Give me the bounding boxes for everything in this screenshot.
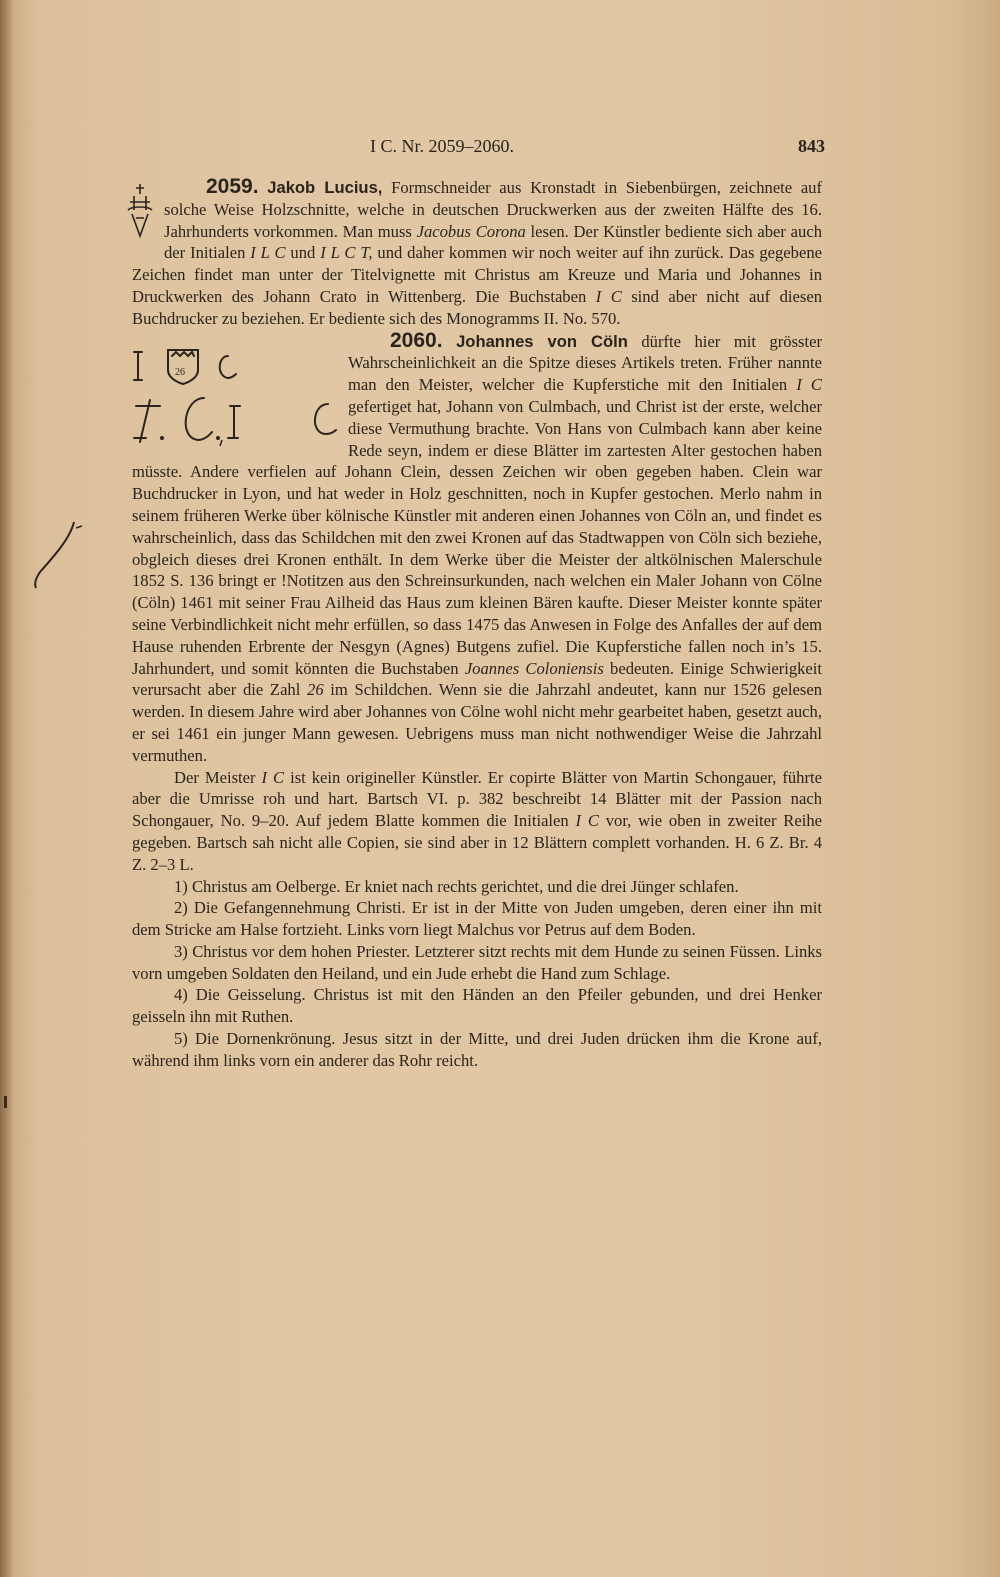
running-head: I C. Nr. 2059–2060. xyxy=(370,136,514,156)
page-edge-shadow xyxy=(0,0,14,1577)
shield-number: 26 xyxy=(175,366,185,378)
list-item: 1) Christus am Oelberge. Er kniet nach rechts gerichtet, und die drei Jünger schlafen. xyxy=(174,876,739,896)
page-header xyxy=(360,136,825,156)
list-item: 5) Die Dornenkrönung. Jesus sitzt in der Mitte, und drei Juden drücken ihm die Krone auf, während ihm links vorn ein anderer das Rohr reicht. xyxy=(132,1029,822,1070)
paragraph-text: ist kein origineller Künstler. Er copirte Blätter von Martin Schongauer, führte aber die Umrisse roh und hart. Bartsch VI. p. 382 beschreibt 14 Blätter mit der Passion nach Schongauer, No. 9–20. Auf jedem Blatte kommen die Initialen xyxy=(132,767,822,831)
entry-italic: Joannes Coloniensis xyxy=(464,658,604,678)
entry-text: und daher kommen wir noch weiter auf ihn zurück. Das gegebene Zeichen findet man unter der Titelvignette mit Christus am Kreuze und Maria und Johannes in Druckwerken des Johann Crato in Wittenberg. Die Buchstaben xyxy=(132,243,822,306)
entry-italic: I L C xyxy=(250,243,286,263)
entry-text: dürfte hier mit grösster Wahrscheinlichkeit an die Spitze dieses Artikels treten. Früher nannte man den Meister, welcher die Kupferstiche mit den Initialen xyxy=(348,331,822,395)
entry-text: sind aber nicht auf diesen Buchdrucker zu beziehen. Er bediente sich des Monogramms II. No. 570. xyxy=(132,286,822,328)
entry-text: lesen. Der Künstler bediente sich aber auch der Initialen xyxy=(164,221,822,263)
entry-italic: I C xyxy=(796,375,822,395)
entry-number: 2060. xyxy=(390,328,443,352)
entry-2059 xyxy=(132,176,822,330)
entry-text: im Schildchen. Wenn sie die Jahrzahl andeutet, kann nur 1526 gelesen werden. In diesem Jahre wird aber Johannes von Cölne wohl nicht mehr gearbeitet haben, gesetzt auch, er sei 1461 ein junger Mann gewesen. Uebrigens muss man nicht nothwendiger Weise die Jahrzahl vermuthen. xyxy=(132,680,823,765)
body-text xyxy=(132,176,822,1072)
paragraph-italic: I C xyxy=(261,767,285,787)
paragraph-text: Der Meister xyxy=(174,767,262,787)
entry-artist-name: Jakob Lucius, xyxy=(267,178,383,197)
entry-italic: Jacobus Corona xyxy=(416,221,526,241)
entry-number: 2059. xyxy=(206,175,259,198)
entry-italic: 26 xyxy=(307,680,324,700)
entry-text: Formschneider aus Kronstadt in Siebenbürgen, zeichnete auf solche Weise Holzschnitte, welche in deutschen Druckwerken aus der zweiten Hälfte des 16. Jahrhunderts vorkommen. Man muss xyxy=(164,178,823,241)
paragraph-text: vor, wie oben in zweiter Reihe gegeben. Bartsch sah nicht alle Copien, sie sind aber in 12 Blättern complett vorhanden. H. 6 Z. Br. 4 Z. 2–3 L. xyxy=(132,811,822,874)
list-item: 3) Christus vor dem hohen Priester. Letzterer sitzt rechts mit dem Hunde zu seinen Füssen. Links vorn umgeben Soldaten den Heiland, und ein Jude erhebt die Hand zum Schlage. xyxy=(132,941,822,983)
monogram-jc-icon xyxy=(122,180,158,244)
monogram-ic-icon xyxy=(132,334,342,448)
list-item: 4) Die Geisselung. Christus ist mit den Händen an den Pfeiler gebunden, und drei Henker geisseln ihn mit Ruthen. xyxy=(132,985,822,1027)
paragraph-master-ic xyxy=(132,767,822,876)
entry-italic: I L C T, xyxy=(320,243,373,263)
entry-text: gefertiget hat, Johann von Culmbach, und Christ ist der erste, welcher diese Vermuthung brachte. Von Hans von Culmbach kann aber keine Rede seyn, indem er diese Blätter im zartesten Alter gestochen haben müsste. Andere verfielen auf Johann Clein, dessen Zeichen wir oben gegeben haben. Clein war Buchdrucker in Lyon, und hat weder in Holz geschnitten, noch in Kupfer gestochen. Merlo nahm in seinem früheren Werke über kölnische Künstler mit anderen einen Johannes von Cöln an, und findet es wahrscheinlich, dass das Schildchen mit den zwei Kronen auf das Stadtwappen von Cöln sich beziehe, obgleich dieses drei Kronen enthält. In dem Werke über die Meister der altkölnischen Malerschule 1852 S. 136 bringt er !Notitzen aus den Schreinsurkunden, nach welchen ein Maler Johann von Cölne (Cöln) 1461 mit seiner Frau Ailheid das Haus zum kleinen Bären kaufte. Dieser Meister konnte später seine Verbindlichkeit nicht mehr erfüllen, so dass 1475 das Anwesen in Folge des Anfalles der auf dem Hause ruhenden Erbrente der Nesgyn (Agnes) Butgens zufiel. Die Kupferstiche fallen noch in’s 15. Jahrhundert, und somit könnten die Buchstaben xyxy=(132,396,822,678)
list-item: 2) Die Gefangennehmung Christi. Er ist in der Mitte von Juden umgeben, deren einer ihn mit dem Stricke am Halse fortzieht. Links vorn liegt Malchus vor Petrus auf dem Boden. xyxy=(132,898,822,940)
page-number: 843 xyxy=(798,136,825,156)
margin-mark xyxy=(4,1096,7,1108)
paragraph-italic: I C xyxy=(575,811,599,831)
entry-italic: I C xyxy=(595,286,622,306)
entry-artist-name: Johannes von Cöln xyxy=(456,331,628,351)
entry-text: bedeuten. Einige Schwierigkeit verursacht aber die Zahl xyxy=(132,658,823,700)
entry-2060 xyxy=(132,330,822,767)
entry-text: und xyxy=(285,243,321,263)
margin-pencil-mark-icon xyxy=(26,518,90,592)
